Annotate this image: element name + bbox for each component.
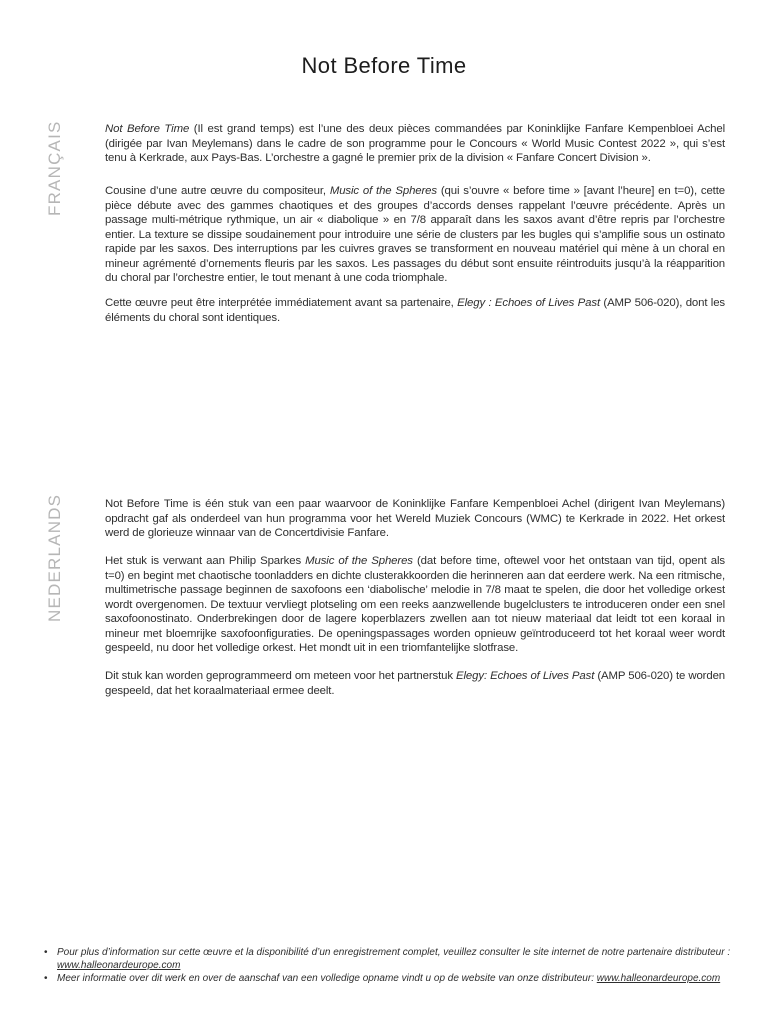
work-title-italic: Not Before Time (105, 123, 190, 135)
text-segment: Dit stuk kan worden geprogrammeerd om meteen voor het partnerstuk (105, 670, 457, 682)
footer-note-dutch (44, 972, 744, 985)
page-title: Not Before Time (301, 53, 467, 78)
text-segment: Not Before Time is één stuk van een paar waarvoor de Koninklijke Fanfare Kempenbloei Achel (dirigent Ivan Meylemans) opdracht gaf als onderdeel van hun programma voor het Wereld Muziek Concours (WMC) te Kerkrade in 2022. Het orkest werd de glorieuze winnaar van de Concertdivisie Fanfare. (105, 498, 725, 539)
text-segment: (AMP 506-020), dont les éléments du choral sont identiques. (105, 297, 726, 324)
dutch-paragraph-3 (105, 669, 725, 698)
distributor-link-french[interactable]: www.halleonardeurope.com (57, 960, 181, 971)
text-segment: Pour plus d’information sur cette œuvre et la disponibilité d’un enregistrement complet, veuillez consulter le site internet de notre partenaire distributeur : (57, 947, 731, 958)
text-segment: (Il est grand temps) est l’une des deux pièces commandées par Koninklijke Fanfare Kempenbloei Achel (dirigée par Ivan Meylemans) dans le cadre de son programme pour le Concours « World Music Contest 2022 », qui s’est tenu à Kerkrade, aux Pays-Bas. L’orchestre a gagné le premier prix de la division « Fanfare Concert Division ». (105, 123, 725, 164)
dutch-paragraph-1 (105, 497, 725, 541)
footer (44, 946, 744, 985)
text-segment: Cousine d’une autre œuvre du compositeur, (105, 185, 330, 197)
french-paragraph-3 (105, 296, 725, 325)
language-label-french: FRANÇAIS (45, 120, 64, 216)
french-paragraph-1 (105, 122, 725, 166)
work-title-italic: Music of the Spheres (305, 555, 413, 567)
work-title-italic: Elegy : Echoes of Lives Past (457, 297, 600, 309)
text-segment: (AMP 506-020) te worden gespeeld, dat het koraalmateriaal ermee deelt. (105, 670, 725, 697)
footer-text-french (57, 946, 744, 972)
french-paragraph-2 (105, 184, 725, 286)
text-segment: (qui s’ouvre « before time » [avant l’heure] en t=0), cette pièce débute avec des gammes chaotiques et des groupes d’accords denses rappelant l’œuvre précédente. Après un passage multi-métrique rythmique, un air « diabolique » en 7/8 apparaît dans les saxos avant d’être repris par l’orchestre entier. La texture se dissipe soudainement pour introduire une série de clusters par les bugles qui s’amplifie sous un ostinato rapide par les saxos. Des interruptions par les cuivres graves se transforment en nouveau matériel qui mène à un choral en mineur agrémenté d’ornements fleuris par les saxos. Les passages du début sont ensuite réintroduits jusqu’à la réapparition du choral par l’orchestre entier, le tout menant à une coda triomphale. (105, 185, 725, 284)
bullet-icon: • (44, 973, 48, 984)
work-title-italic: Elegy: Echoes of Lives Past (456, 670, 595, 682)
text-segment: Meer informatie over dit werk en over de aanschaf van een volledige opname vindt u op de website van onze distributeur: (57, 973, 597, 984)
footer-text-dutch (57, 972, 744, 985)
work-title-italic: Music of the Spheres (329, 185, 437, 197)
language-label-dutch: NEDERLANDS (45, 493, 64, 622)
text-segment: Het stuk is verwant aan Philip Sparkes (105, 555, 306, 567)
bullet-icon: • (44, 947, 48, 958)
dutch-paragraph-2 (105, 554, 725, 656)
text-segment: (dat before time, oftewel voor het ontstaan van tijd, opent als t=0) en begint met chaotische toonladders en dichte clusterakkoorden die herinneren aan dat eerdere werk. Na een ritmische, multimetrische passage beginnen de saxofoons een ‘diabolische’ melodie in 7/8 maat te spelen, die door het volledige orkest wordt overgenomen. De textuur vervliegt plotseling om een reeks aanzwellende bugelclusters te introduceren onder een snel saxofoonostinato. Onderbrekingen door de lagere koperblazers zwellen aan tot nieuw materiaal dat leidt tot een koraal in mineur met bloemrijke saxofoonfiguraties. De openingspassages worden opnieuw geïntroduceerd tot het koraal weer wordt gespeeld, nu door het volledige orkest. Het mondt uit in een triomfantelijke slotfrase. (105, 555, 725, 654)
text-segment: Cette œuvre peut être interprétée immédiatement avant sa partenaire, (105, 297, 458, 309)
distributor-link-dutch[interactable]: www.halleonardeurope.com (596, 973, 721, 984)
footer-note-french (44, 946, 744, 972)
